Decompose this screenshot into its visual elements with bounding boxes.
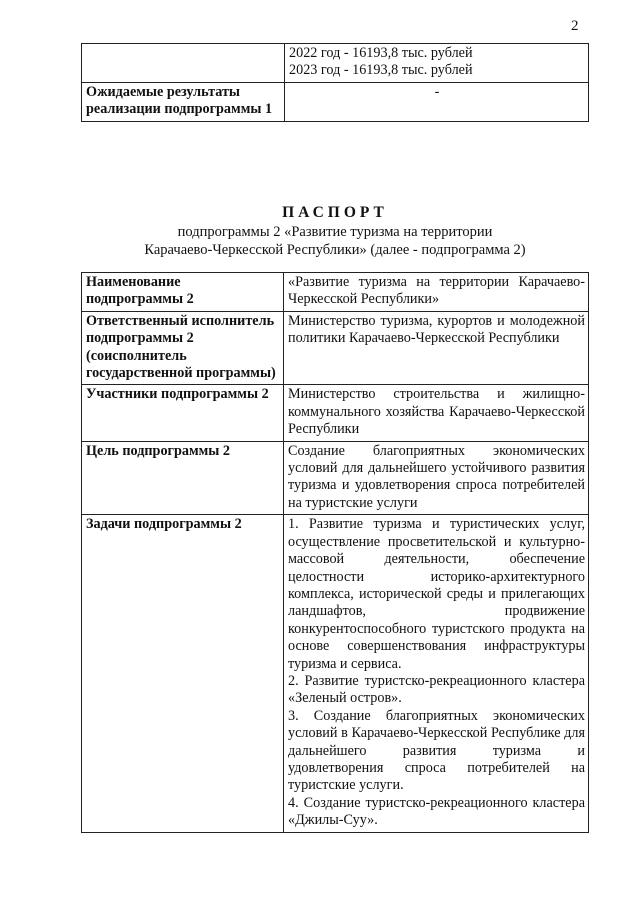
funding-line-2023: 2023 год - 16193,8 тыс. рублей (289, 62, 473, 79)
funding-table (81, 43, 589, 122)
row-label-participants: Участники подпрограммы 2 (82, 385, 284, 441)
row-label-executor: Ответственный исполнитель подпрограммы 2 (соисполнитель государственной программы) (82, 311, 284, 385)
passport-title: ПАСПОРТ (282, 204, 388, 221)
table-row (82, 441, 589, 515)
funding-line-2022: 2022 год - 16193,8 тыс. рублей (289, 45, 473, 61)
table-row (82, 385, 589, 441)
results-label: Ожидаемые результаты реализации подпрограммы 1 (82, 82, 285, 121)
task-item-1: 1. Развитие туризма и туристических услуг, осуществление просветительской и культурно-массовой деятельности, обеспечение целостности историко-архитектурного комплекса, исторической среды и прилегающих ландшафтов, продвижение конкурентоспособного туристского продукта на основе совершенствования инфраструктуры туризма и сервиса. (288, 516, 585, 672)
table-cell-empty (82, 44, 285, 83)
row-label-goal: Цель подпрограммы 2 (82, 441, 284, 515)
task-item-2: 2. Развитие туристско-рекреационного кластера «Зеленый остров». (288, 672, 585, 707)
results-value: - (285, 82, 589, 121)
row-value-goal: Создание благоприятных экономических условий для дальнейшего устойчивого развития туризма и удовлетворения спроса потребителей на туристские услуги (284, 441, 589, 515)
row-label-tasks: Задачи подпрограммы 2 (82, 515, 284, 832)
task-item-3: 3. Создание благоприятных экономических условий в Карачаево-Черкесской Республике для дальнейшего развития туризма и удовлетворения спроса потребителей на туристские услуги. (288, 707, 585, 794)
table-row (82, 44, 589, 83)
row-value-executor: Министерство туризма, курортов и молодежной политики Карачаево-Черкесской Республики (284, 311, 589, 385)
funding-cell (285, 44, 589, 83)
table-row (82, 273, 589, 312)
task-item-4: 4. Создание туристско-рекреационного кластера «Джилы-Суу». (288, 794, 585, 829)
passport-table (81, 272, 589, 833)
row-label-name: Наименование подпрограммы 2 (82, 273, 284, 312)
passport-subtitle-line2: Карачаево-Черкесской Республики» (далее - подпрограмма 2) (144, 242, 526, 258)
row-value-participants: Министерство строительства и жилищно-коммунального хозяйства Карачаево-Черкесской Республики (284, 385, 589, 441)
row-value-tasks (284, 515, 589, 832)
table-row (82, 515, 589, 832)
table-row (82, 82, 589, 121)
row-value-name: «Развитие туризма на территории Карачаево-Черкесской Республики» (284, 273, 589, 312)
page-number: 2 (571, 18, 579, 34)
passport-subtitle-line1: подпрограммы 2 «Развитие туризма на территории (177, 224, 493, 240)
table-row (82, 311, 589, 385)
